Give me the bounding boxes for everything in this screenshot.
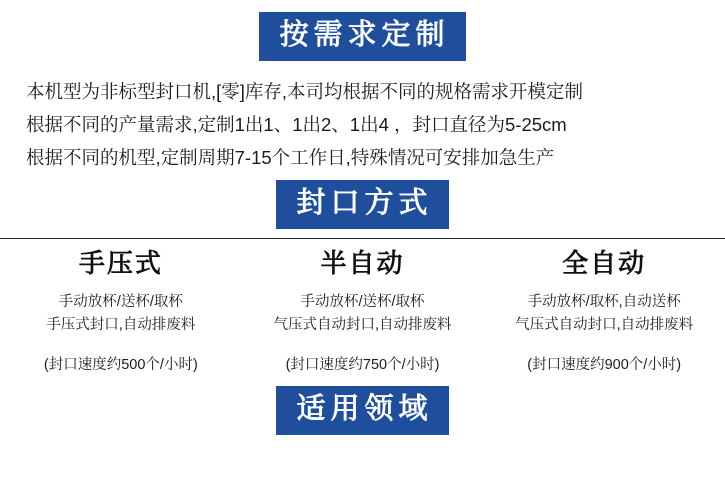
column-feature: 手压式封口,自动排废料 bbox=[46, 316, 196, 333]
heading-custom-row bbox=[0, 0, 725, 61]
intro-paragraph bbox=[0, 75, 725, 174]
column-fully-automatic bbox=[483, 249, 725, 374]
column-title: 全自动 bbox=[562, 248, 647, 278]
heading-applicable-fields-row bbox=[0, 374, 725, 435]
divider-rule bbox=[0, 238, 725, 239]
column-feature: 手动放杯/取杯,自动送杯 bbox=[527, 293, 681, 310]
column-semi-automatic bbox=[242, 249, 484, 374]
heading-applicable-fields: 适用领域 bbox=[276, 386, 448, 435]
heading-sealing-method-row bbox=[0, 174, 725, 229]
intro-line-2: 根据不同的产量需求,定制1出1、1出2、1出4 ，封口直径为5-25cm bbox=[26, 114, 567, 135]
column-speed: (封口速度约900个/小时) bbox=[527, 356, 682, 373]
intro-line-3: 根据不同的机型,定制周期7-15个工作日,特殊情况可安排加急生产 bbox=[26, 147, 555, 168]
column-feature: 气压式自动封口,自动排废料 bbox=[273, 316, 452, 333]
intro-line-1: 本机型为非标型封口机,[零]库存,本司均根据不同的规格需求开模定制 bbox=[26, 81, 584, 102]
column-feature: 手动放杯/送杯/取杯 bbox=[58, 293, 183, 310]
column-title: 手压式 bbox=[78, 248, 163, 278]
column-feature: 气压式自动封口,自动排废料 bbox=[515, 316, 694, 333]
sealing-method-columns bbox=[0, 249, 725, 374]
column-speed: (封口速度约500个/小时) bbox=[43, 356, 198, 373]
heading-sealing-method: 封口方式 bbox=[276, 180, 448, 229]
column-title: 半自动 bbox=[320, 248, 405, 278]
column-speed: (封口速度约750个/小时) bbox=[285, 356, 440, 373]
column-feature: 手动放杯/送杯/取杯 bbox=[300, 293, 425, 310]
column-manual-press bbox=[0, 249, 242, 374]
heading-custom: 按需求定制 bbox=[259, 12, 465, 61]
